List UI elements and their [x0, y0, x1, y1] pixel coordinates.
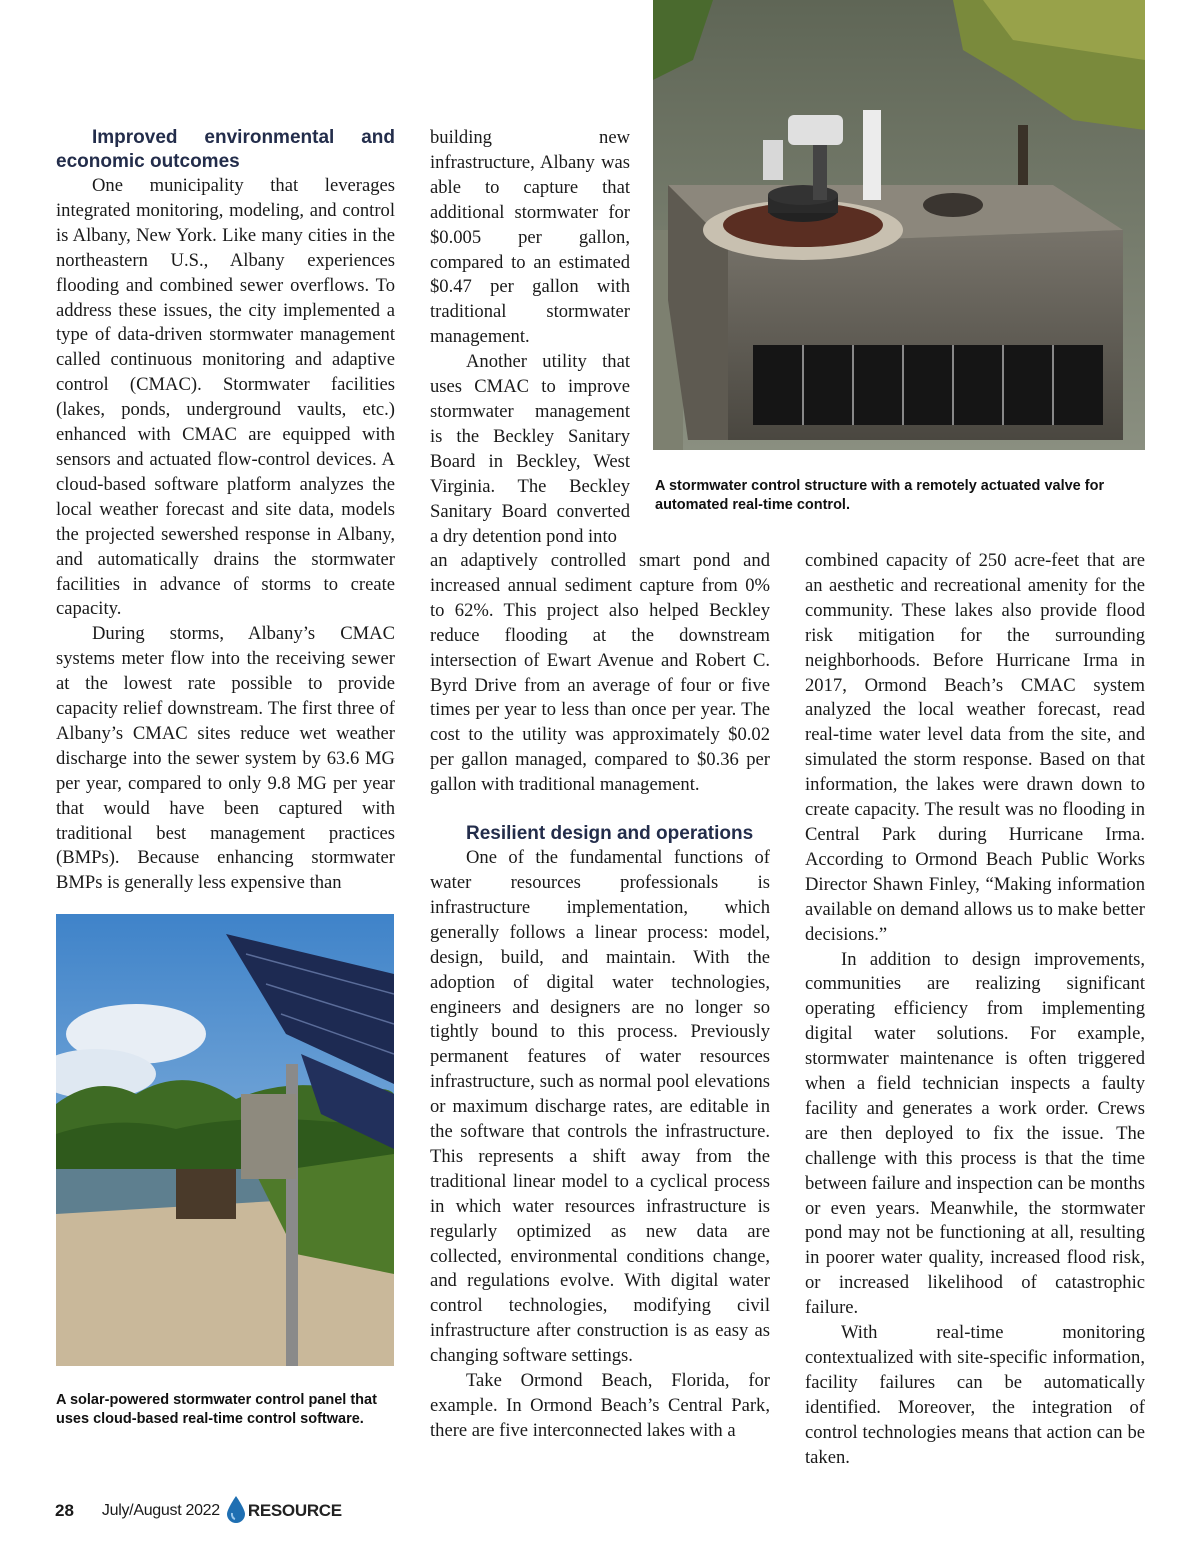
paragraph: Take Ormond Beach, Florida, for example. In Ormond Beach’s Central Park, there are five interconnected lakes with a — [430, 1370, 770, 1441]
paragraph: an adaptively controlled smart pond and increased annual sediment capture from 0% to 62%. This project also helped Beckley reduce flooding at the downstream intersection of Ewart Avenue and Robert C. Byrd Drive from an average of four or five times per year to less than once per year. The cost to the utility was approximately $0.02 per gallon managed, compared to $0.36 per gallon with traditional management. — [430, 550, 770, 796]
paragraph: During storms, Albany’s CMAC systems meter flow into the receiving sewer at the lowest rate possible to provide capacity relief downstream. The first three of Albany’s CMAC sites reduce wet weather discharge into the sewer system by 63.6 MG per year, compared to only 9.8 MG per year that would have been captured with traditional best management practices (BMPs). Because enhancing stormwater BMPs is generally less expensive than — [56, 623, 395, 894]
left-column — [56, 126, 395, 896]
paragraph: With real-time monitoring contextualized with site-specific information, facility failures can be automatically identified. Moreover, the integration of control technologies means that action can be taken. — [805, 1322, 1145, 1468]
page-footer — [55, 1496, 342, 1526]
paragraph: combined capacity of 250 acre-feet that are an aesthetic and recreational amenity for the community. These lakes also provide flood risk mitigation for the surrounding neighborhoods. Before Hurricane Irma in 2017, Ormond Beach’s CMAC system analyzed the local weather forecast, read real-time water level data from the site, and simulated the storm response. Based on that information, the lakes were drawn down to create capacity. The result was no flooding in Central Park during Hurricane Irma. According to Ormond Beach Public Works Director Shawn Finley, “Making information available on demand allows us to make better decisions.” — [805, 550, 1145, 945]
issue-date: July/August 2022 — [101, 1502, 220, 1519]
publication-name: RESOURCE — [247, 1501, 342, 1520]
paragraph: In addition to design improvements, communities are realizing significant operating efficiency from implementing digital water solutions. For example, stormwater maintenance is often triggered when a field technician inspects a faulty facility and generates a work order. Crews are then deployed to fix the issue. The challenge with this process is that the time between failure and inspection can be months or even years. Meanwhile, the stormwater pond may not be functioning at all, resulting in poorer water quality, increased flood risk, or increased likelihood of catastrophic failure. — [805, 948, 1145, 1319]
solar-panel-photo — [56, 914, 394, 1366]
water-drop-logo-icon — [226, 1495, 246, 1528]
paragraph: One municipality that leverages integrated monitoring, modeling, and control is Albany, New York. Like many cities in the northeastern U.S., Albany experiences flooding and combined sewer overflows. To address these issues, the city implemented a type of data-driven stormwater management called continuous monitoring and adaptive control (CMAC). Stormwater facilities (lakes, ponds, underground vaults, etc.) enhanced with CMAC are equipped with sensors and actuated flow-control devices. A cloud-based software platform analyzes the local weather forecast and site data, models the projected sewershed response in Albany, and automatically drains the stormwater facilities in advance of storms to create capacity. — [56, 175, 395, 620]
section-heading-resilient: Resilient design and operations — [466, 823, 754, 845]
paragraph: building new infrastructure, Albany was able to capture that additional stormwater for $0.005 per gallon, compared to an estimated $0.47 per gallon with traditional stormwater management. — [430, 127, 630, 348]
right-column — [805, 549, 1145, 1471]
paragraph: One of the fundamental functions of water resources professionals is infrastructure implementation, which generally follows a linear process: model, design, build, and maintain. With the adoption of digital water technologies, engineers and designers are no longer so tightly bound to this process. Previously permanent features of water resources infrastructure, such as normal pool elevations or maximum discharge rates, are editable in the software that controls the infrastructure. This represents a shift away from the traditional linear model to a cyclical process in which water resources infrastructure is regularly optimized as new data are collected, environmental conditions change, and regulations evolve. With digital water control technologies, modifying civil infrastructure after construction is as easy as changing software settings. — [430, 847, 770, 1367]
stormwater-structure-photo — [653, 0, 1145, 450]
middle-column-upper — [430, 126, 630, 549]
section-heading-outcomes: Improved environmental and economic outcomes — [56, 127, 395, 172]
bottom-photo-caption: A solar-powered stormwater control panel that uses cloud-based real-time control software. — [56, 1392, 377, 1427]
top-photo-caption: A stormwater control structure with a remotely actuated valve for automated real-time control. — [655, 478, 1105, 513]
paragraph: Another utility that uses CMAC to improve stormwater management is the Beckley Sanitary Board in Beckley, West Virginia. The Beckley Sanitary Board converted a dry detention pond into — [430, 351, 630, 547]
page-number: 28 — [55, 1501, 74, 1520]
middle-column-lower — [430, 549, 770, 1444]
